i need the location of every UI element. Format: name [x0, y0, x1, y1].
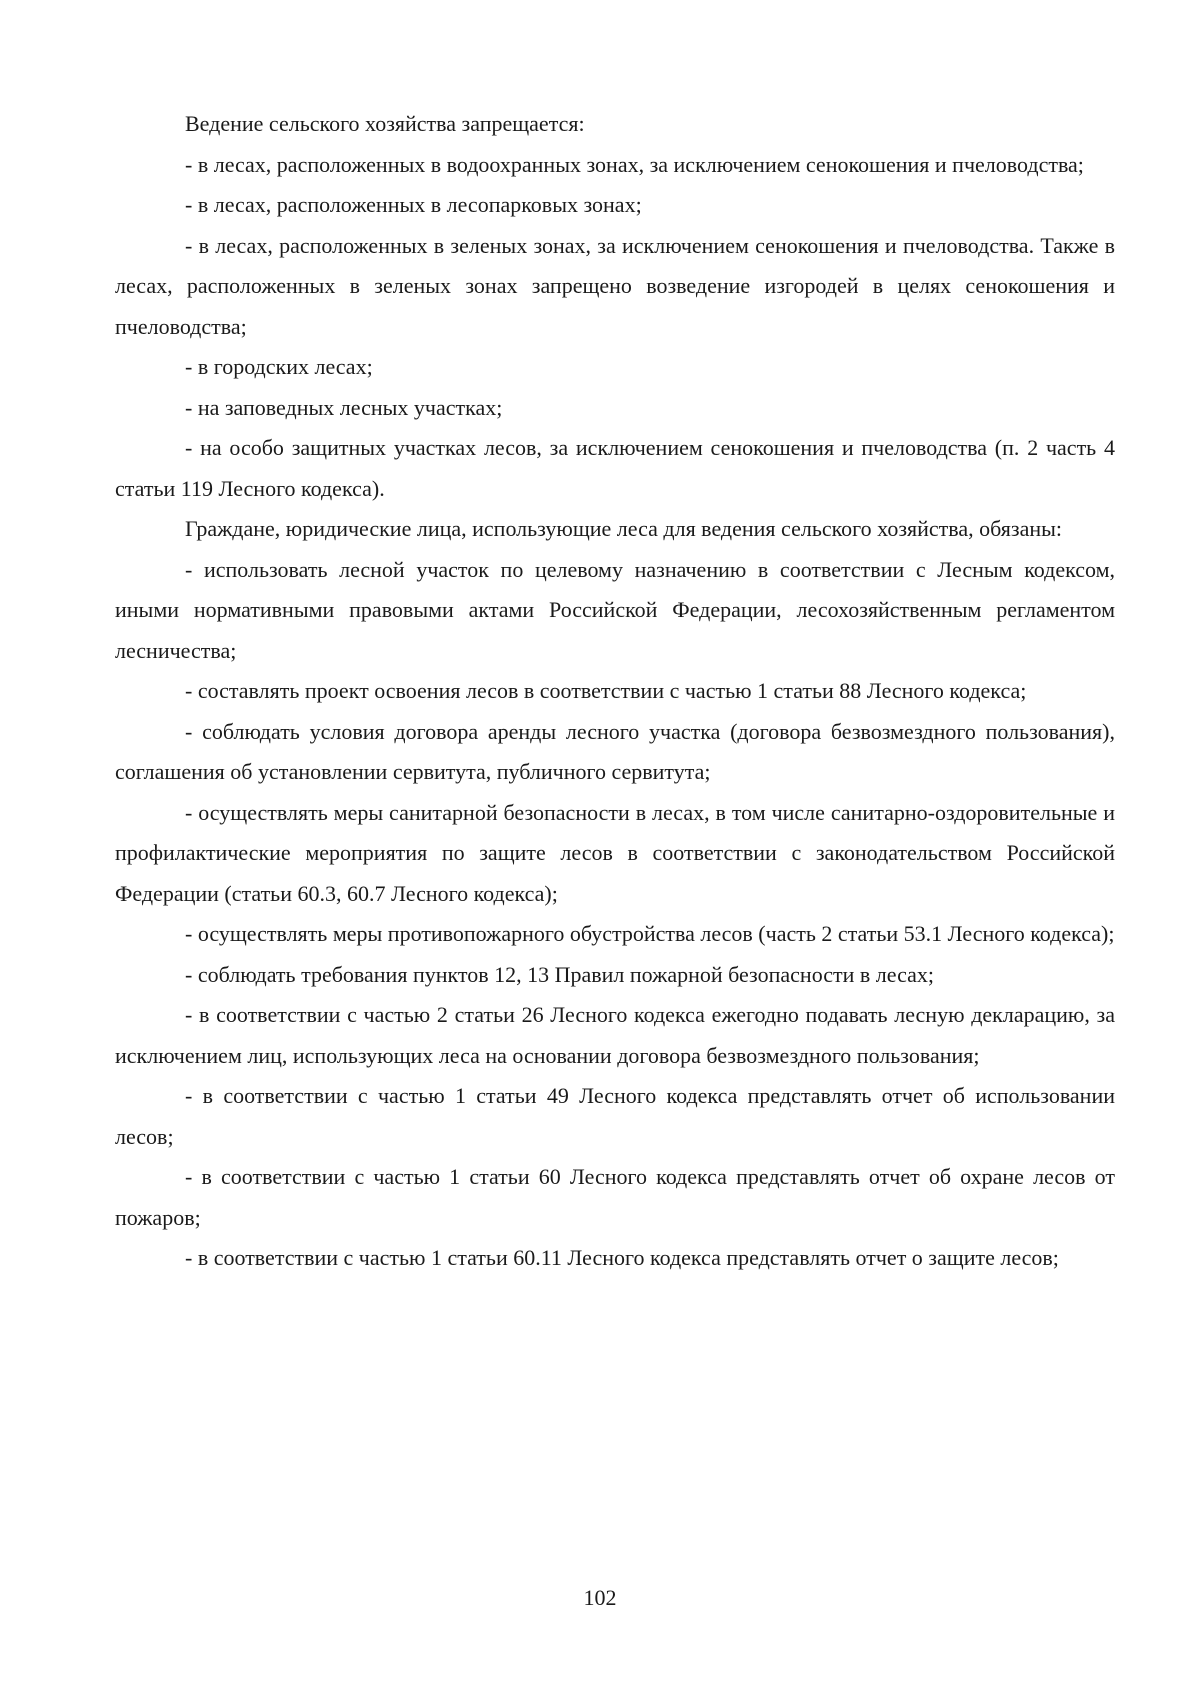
list-item-fire-rules: - соблюдать требования пунктов 12, 13 Правил пожарной безопасности в лесах; — [185, 961, 934, 987]
list-item-protective-plots: - на особо защитных участках лесов, за исключением сенокошения и пчеловодства (п. 2 часть 4 статьи 119 Лесного кодекса). — [115, 435, 1115, 501]
list-item-protection-report: - в соответствии с частью 1 статьи 60.11 Лесного кодекса представлять отчет о защите лесов; — [185, 1245, 1059, 1270]
list-item-usage-report: - в соответствии с частью 1 статьи 49 Лесного кодекса представлять отчет об использовании лесов; — [115, 1083, 1115, 1149]
list-item-water-protection: - в лесах, расположенных в водоохранных зонах, за исключением сенокошения и пчеловодства; — [185, 151, 1084, 177]
list-item-development-project: - составлять проект освоения лесов в соответствии с частью 1 статьи 88 Лесного кодекса; — [185, 678, 1027, 703]
list-item-fire-prevention: - осуществлять меры противопожарного обустройства лесов (часть 2 статьи 53.1 Лесного кодекса); — [185, 921, 1115, 946]
list-item-forest-park: - в лесах, расположенных в лесопарковых зонах; — [185, 192, 642, 217]
list-item-reserved-plots: - на заповедных лесных участках; — [185, 394, 503, 420]
paragraph-intro-prohibited: Ведение сельского хозяйства запрещается: — [185, 111, 585, 136]
paragraph-intro-obligations: Граждане, юридические лица, использующие леса для ведения сельского хозяйства, обязаны: — [185, 516, 1063, 541]
list-item-urban-forests: - в городских лесах; — [185, 354, 373, 379]
list-item-forest-declaration: - в соответствии с частью 2 статьи 26 Лесного кодекса ежегодно подавать лесную декларацию, за исключением лиц, использующих леса на основании договора безвозмездного пользования; — [115, 1002, 1115, 1068]
page-number: 102 — [583, 1585, 617, 1610]
list-item-sanitary-safety: - осуществлять меры санитарной безопасности в лесах, в том числе санитарно-оздоровительные и профилактические мероприятия по защите лесов в соответствии с законодательством Российской Федерации (статьи 60.3, 60.7 Лесного кодекса); — [115, 799, 1115, 906]
list-item-intended-use: - использовать лесной участок по целевому назначению в соответствии с Лесным кодексом, иными нормативными правовыми актами Российской Федерации, лесохозяйственным регламентом лесничества; — [115, 556, 1115, 663]
list-item-lease-terms: - соблюдать условия договора аренды лесного участка (договора безвозмездного пользования), соглашения об установлении сервитута, публичного сервитута; — [115, 718, 1115, 784]
document-body — [115, 104, 1115, 1279]
list-item-fire-report: - в соответствии с частью 1 статьи 60 Лесного кодекса представлять отчет об охране лесов от пожаров; — [115, 1164, 1115, 1230]
list-item-green-zones: - в лесах, расположенных в зеленых зонах, за исключением сенокошения и пчеловодства. Также в лесах, расположенных в зеленых зонах запрещено возведение изгородей в целях сенокошения и пчеловодства; — [115, 232, 1115, 339]
